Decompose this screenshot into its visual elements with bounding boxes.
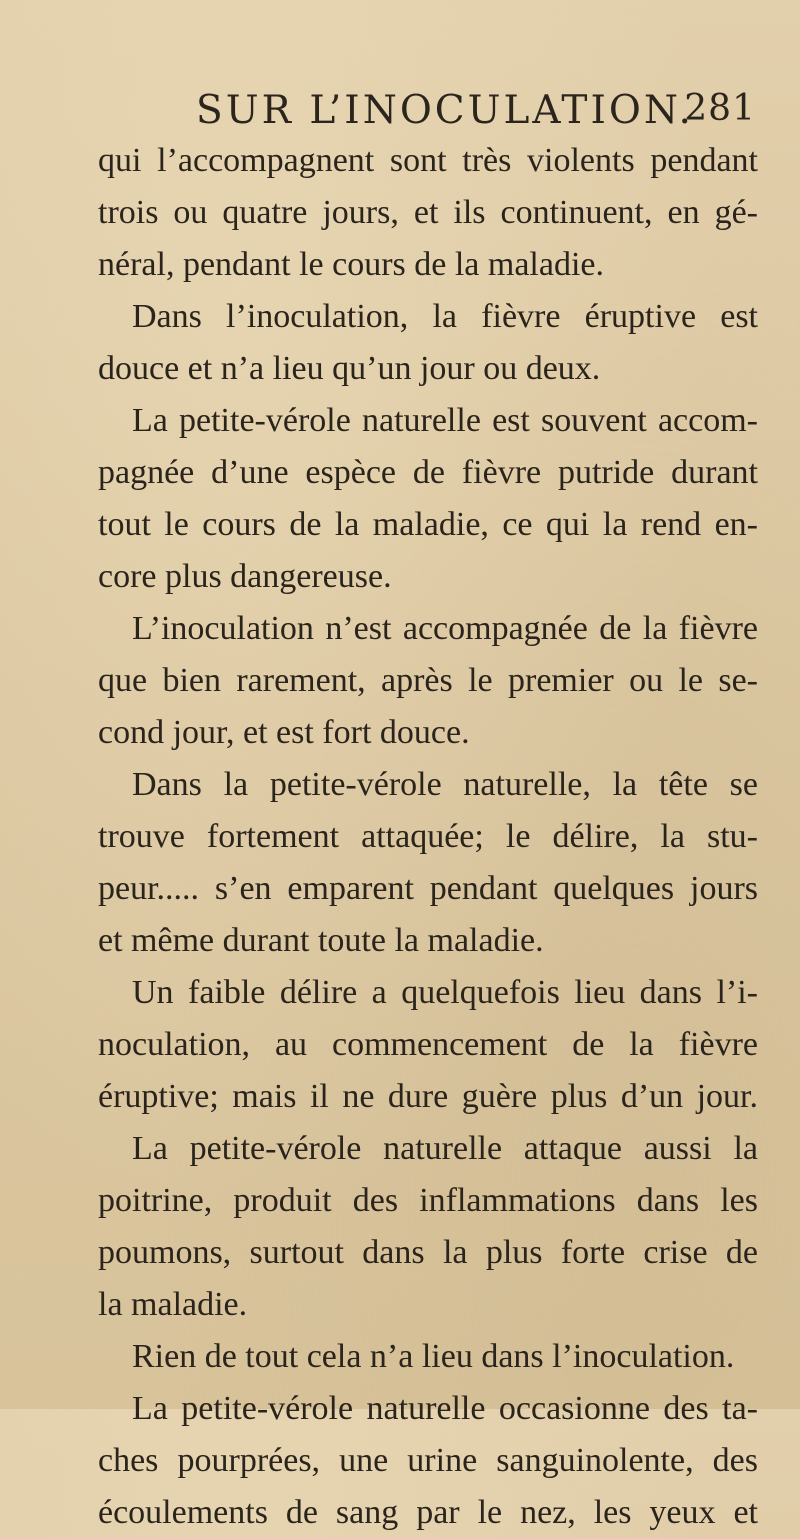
text-line: la maladie. bbox=[98, 1286, 248, 1323]
text-line: trouve fortement attaquée; le délire, la stu- bbox=[98, 818, 758, 855]
text-line: peur..... s’en emparent pendant quelques jours bbox=[98, 870, 758, 907]
text-line: La petite-vérole naturelle attaque aussi la bbox=[132, 1130, 758, 1167]
text-line: trois ou quatre jours, et ils continuent, en gé- bbox=[98, 194, 758, 231]
text-line: éruptive; mais il ne dure guère plus d’un jour. bbox=[98, 1078, 758, 1115]
text-line: poumons, surtout dans la plus forte crise de bbox=[98, 1234, 758, 1271]
text-line: noculation, au commencement de la fièvre bbox=[98, 1026, 758, 1063]
text-line: La petite-vérole naturelle est souvent accom- bbox=[132, 402, 758, 439]
text-line: Un faible délire a quelquefois lieu dans l’i- bbox=[132, 974, 758, 1011]
text-line: qui l’accompagnent sont très violents pendant bbox=[98, 142, 758, 179]
body-text bbox=[98, 135, 758, 1539]
page-header bbox=[196, 88, 756, 132]
text-line: Dans la petite-vérole naturelle, la tête se bbox=[132, 766, 758, 803]
text-line: cond jour, et est fort douce. bbox=[98, 714, 470, 751]
page-number: 281 bbox=[684, 88, 756, 129]
text-line: La petite-vérole naturelle occasionne des ta- bbox=[132, 1390, 758, 1427]
running-title: SUR L’INOCULATION. bbox=[196, 88, 694, 133]
text-line: ches pourprées, une urine sanguinolente, des bbox=[98, 1442, 758, 1479]
text-line: poitrine, produit des inflammations dans les bbox=[98, 1182, 758, 1219]
text-line: Dans l’inoculation, la fièvre éruptive est bbox=[132, 298, 758, 335]
text-line: pagnée d’une espèce de fièvre putride durant bbox=[98, 454, 758, 491]
text-line: tout le cours de la maladie, ce qui la rend en- bbox=[98, 506, 758, 543]
text-line: douce et n’a lieu qu’un jour ou deux. bbox=[98, 350, 601, 387]
text-line: que bien rarement, après le premier ou le se- bbox=[98, 662, 758, 699]
text-line: Rien de tout cela n’a lieu dans l’inoculation. bbox=[132, 1338, 735, 1375]
text-line: néral, pendant le cours de la maladie. bbox=[98, 246, 604, 283]
text-line: écoulements de sang par le nez, les yeux et bbox=[98, 1494, 758, 1531]
text-line: et même durant toute la maladie. bbox=[98, 922, 544, 959]
text-line: L’inoculation n’est accompagnée de la fièvre bbox=[132, 610, 758, 647]
text-line: core plus dangereuse. bbox=[98, 558, 392, 595]
